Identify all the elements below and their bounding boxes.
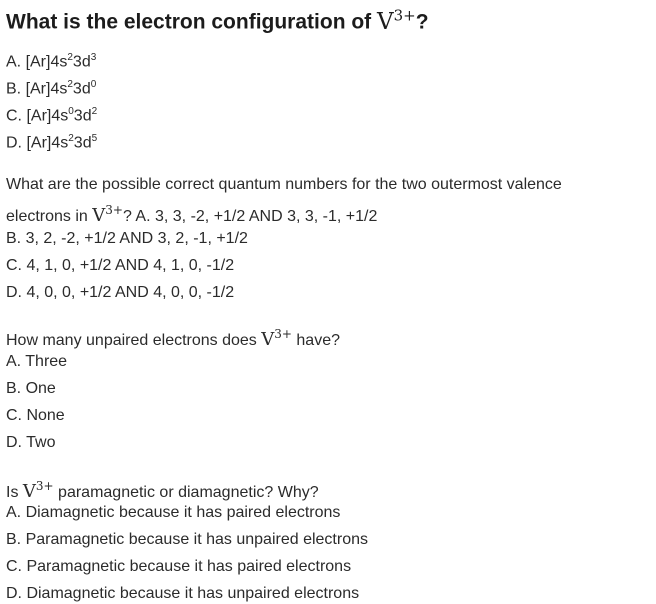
question-text: How many unpaired electrons does <box>6 332 262 349</box>
superscript: 2 <box>91 106 98 117</box>
vanadium-ion-symbol <box>377 6 416 35</box>
question-2-line-2 <box>6 200 377 227</box>
option-text: 3d <box>72 80 91 98</box>
ion-charge: 3+ <box>35 479 54 493</box>
option-text: B. [Ar]4s <box>6 80 68 98</box>
q1-option-a[interactable] <box>6 48 96 72</box>
vanadium-ion-symbol <box>261 329 292 350</box>
q2-option-b[interactable]: B. 3, 2, -2, +1/2 AND 3, 2, -1, +1/2 <box>6 230 248 247</box>
option-text: C. [Ar]4s <box>6 107 69 125</box>
question-text: paramagnetic or diamagnetic? Why? <box>53 484 319 501</box>
question-2-line-1: What are the possible correct quantum numbers for the two outermost valence <box>6 176 562 193</box>
element-symbol: V <box>377 8 394 35</box>
q1-option-d[interactable] <box>6 129 97 153</box>
q1-option-b[interactable] <box>6 75 96 99</box>
superscript: 5 <box>91 133 98 144</box>
q2-option-c[interactable]: C. 4, 1, 0, +1/2 AND 4, 1, 0, -1/2 <box>6 257 235 274</box>
q2-option-d[interactable]: D. 4, 0, 0, +1/2 AND 4, 0, 0, -1/2 <box>6 284 235 301</box>
superscript: 2 <box>68 133 74 144</box>
vanadium-ion-symbol <box>92 205 123 226</box>
title-suffix: ? <box>415 10 429 34</box>
ion-charge: 3+ <box>105 203 123 217</box>
q3-option-c[interactable]: C. None <box>6 407 65 424</box>
question-1-title <box>6 6 429 35</box>
question-text: electrons in <box>6 208 93 225</box>
q1-option-c[interactable] <box>6 102 97 126</box>
question-text: Is <box>6 484 23 501</box>
ion-charge: 3+ <box>274 327 292 341</box>
q4-option-a[interactable]: A. Diamagnetic because it has paired electrons <box>6 504 341 521</box>
question-text: have? <box>291 332 340 349</box>
option-text: 3d <box>72 53 91 71</box>
q4-option-b[interactable]: B. Paramagnetic because it has unpaired electrons <box>6 531 368 548</box>
option-text: D. [Ar]4s <box>6 134 69 152</box>
vanadium-ion-symbol <box>23 481 54 502</box>
q3-option-d[interactable]: D. Two <box>6 434 56 451</box>
question-3 <box>6 324 340 351</box>
q4-option-d[interactable]: D. Diamagnetic because it has unpaired electrons <box>6 585 360 602</box>
superscript: 0 <box>68 106 74 117</box>
q4-option-c[interactable]: C. Paramagnetic because it has paired electrons <box>6 558 352 575</box>
superscript: 0 <box>90 79 97 90</box>
ion-charge: 3+ <box>393 6 416 24</box>
question-text: ? A. 3, 3, -2, +1/2 AND 3, 3, -1, +1/2 <box>122 208 378 225</box>
superscript: 2 <box>67 52 73 63</box>
title-text: What is the electron configuration of <box>6 10 378 34</box>
element-symbol: V <box>261 329 275 350</box>
q3-option-b[interactable]: B. One <box>6 380 56 397</box>
option-text: A. [Ar]4s <box>6 53 68 71</box>
element-symbol: V <box>92 205 106 226</box>
question-4 <box>6 476 319 503</box>
element-symbol: V <box>22 481 36 502</box>
option-text: 3d <box>73 134 92 152</box>
q3-option-a[interactable]: A. Three <box>6 353 68 370</box>
superscript: 3 <box>90 52 97 63</box>
superscript: 2 <box>67 79 73 90</box>
option-text: 3d <box>73 107 92 125</box>
